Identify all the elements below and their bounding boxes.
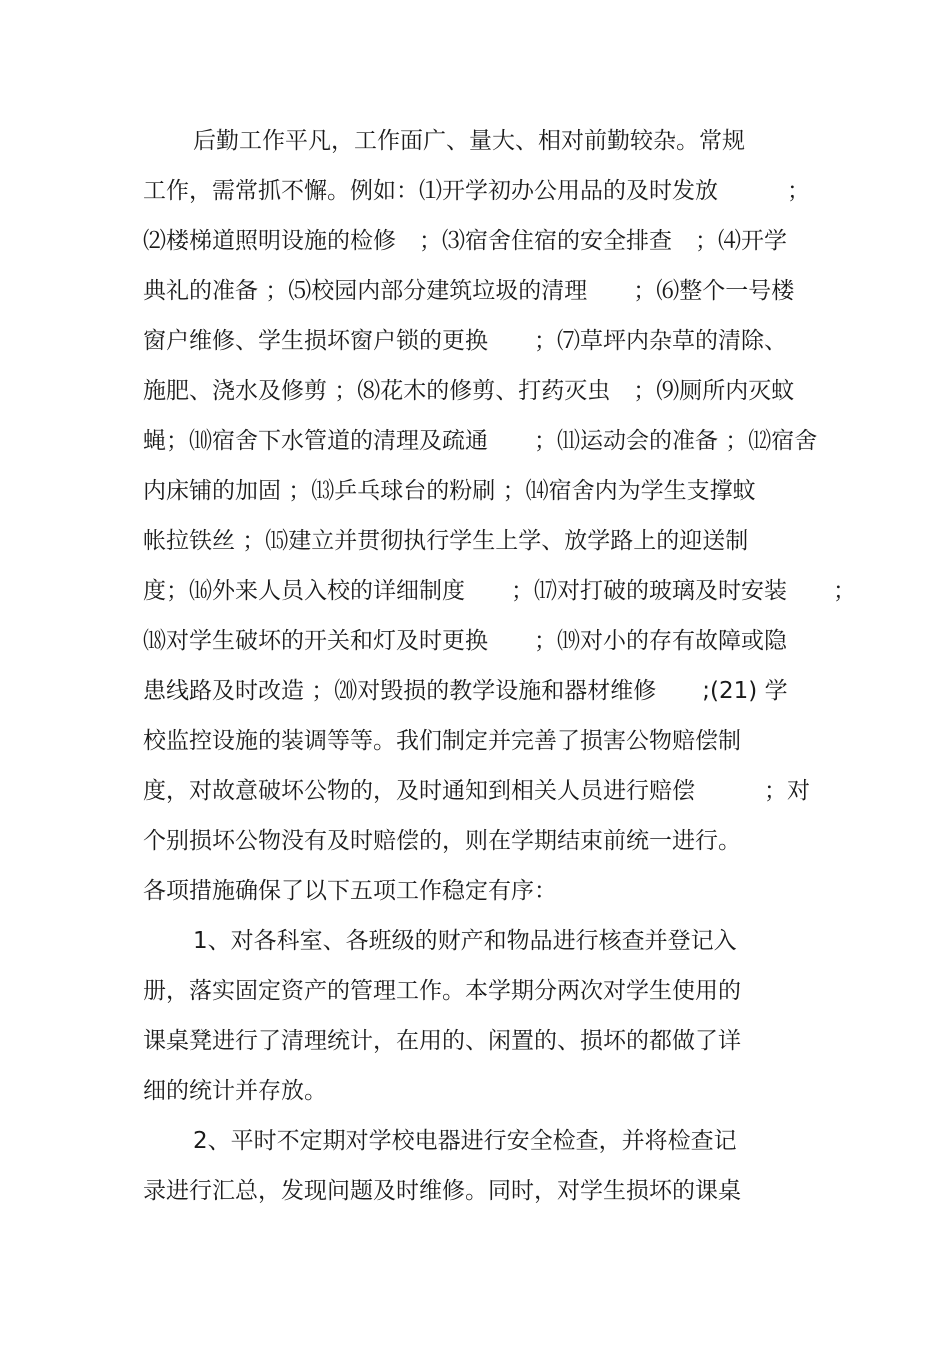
paragraph-line: ⑵楼梯道照明设施的检修 ；⑶宿舍住宿的安全排查 ；⑷开学 (143, 228, 787, 254)
paragraph-line: 册，落实固定资产的管理工作。本学期分两次对学生使用的 (143, 978, 741, 1004)
paragraph-line: 课桌凳进行了清理统计，在用的、闲置的、损坏的都做了详 (143, 1028, 741, 1054)
paragraph-line: 录进行汇总，发现问题及时维修。同时，对学生损坏的课桌 (143, 1178, 741, 1204)
paragraph-line: 1、对各科室、各班级的财产和物品进行核查并登记入 (193, 928, 737, 954)
paragraph-line: 内床铺的加固 ；⒀乒乓球台的粉刷 ；⒁宿舍内为学生支撑蚊 (143, 478, 756, 504)
paragraph-line: 施肥、浇水及修剪 ；⑻花木的修剪、打药灭虫 ；⑼厕所内灭蚊 (143, 378, 795, 404)
paragraph-line: 患线路及时改造 ；⒇对毁损的教学设施和器材维修 ;(21) 学 (143, 678, 788, 704)
paragraph-line: 2、平时不定期对学校电器进行安全检查，并将检查记 (193, 1128, 737, 1154)
paragraph-line: 帐拉铁丝 ；⒂建立并贯彻执行学生上学、放学路上的迎送制 (143, 528, 749, 554)
paragraph-line: 工作，需常抓不懈。例如：⑴开学初办公用品的及时发放 ； (143, 178, 810, 204)
paragraph-line: 度，对故意破坏公物的，及时通知到相关人员进行赔偿 ；对 (143, 778, 810, 804)
paragraph-line: 蝇；⑽宿舍下水管道的清理及疏通 ；⑾运动会的准备 ；⑿宿舍 (143, 428, 818, 454)
paragraph-line: 度；⒃外来人员入校的详细制度 ；⒄对打破的玻璃及时安装 ； (143, 578, 856, 604)
paragraph-line: 细的统计并存放。 (143, 1078, 327, 1104)
paragraph-line: 各项措施确保了以下五项工作稳定有序： (143, 878, 557, 904)
paragraph-line: ⒅对学生破坏的开关和灯及时更换 ；⒆对小的存有故障或隐 (143, 628, 787, 654)
paragraph-line: 个别损坏公物没有及时赔偿的，则在学期结束前统一进行。 (143, 828, 741, 854)
paragraph-line: 典礼的准备 ；⑸校园内部分建筑垃圾的清理 ；⑹整个一号楼 (143, 278, 795, 304)
paragraph-line: 校监控设施的装调等等。我们制定并完善了损害公物赔偿制 (143, 728, 741, 754)
paragraph-line: 窗户维修、学生损坏窗户锁的更换 ；⑺草坪内杂草的清除、 (143, 328, 787, 354)
paragraph-line: 后勤工作平凡，工作面广、量大、相对前勤较杂。常规 (193, 128, 745, 154)
